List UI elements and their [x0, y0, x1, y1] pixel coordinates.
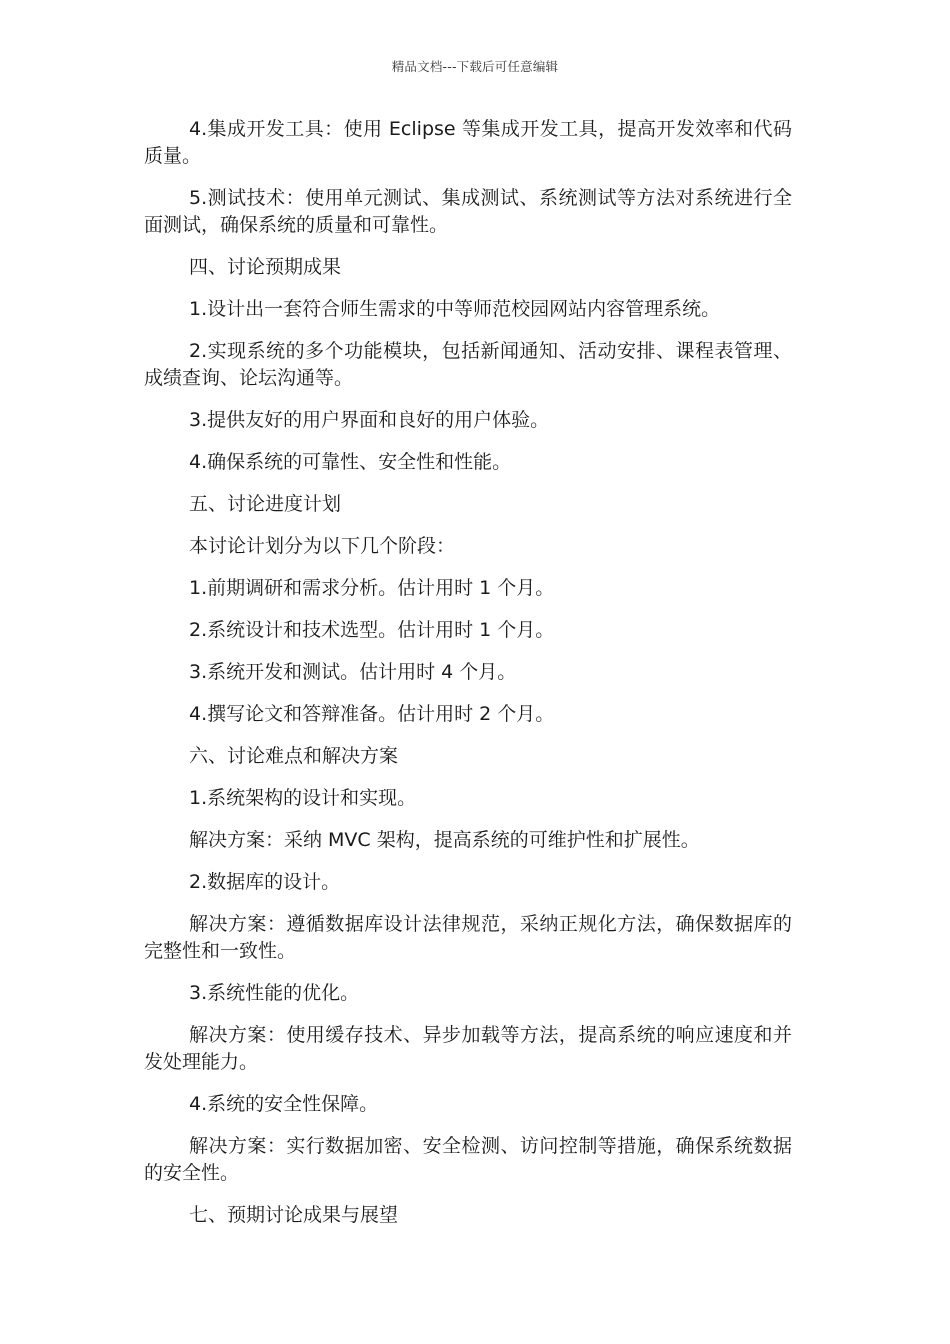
- section-heading-difficulties: 六、讨论难点和解决方案: [189, 745, 399, 767]
- list-item: 1.设计出一套符合师生需求的中等师范校园网站内容管理系统。: [189, 298, 721, 320]
- list-item: 1.系统架构的设计和实现。: [189, 787, 417, 809]
- document-body: [144, 116, 792, 1244]
- page-header: 精品文档---下载后可任意编辑: [391, 59, 559, 74]
- list-item: 4.系统的安全性保障。: [189, 1093, 379, 1115]
- list-item: 3.系统开发和测试。估计用时 4 个月。: [189, 661, 517, 683]
- list-item: 2.实现系统的多个功能模块，包括新闻通知、活动安排、课程表管理、成绩查询、论坛沟通等。: [144, 340, 792, 389]
- list-item: 4.撰写论文和答辩准备。估计用时 2 个月。: [189, 703, 555, 725]
- list-item: 3.系统性能的优化。: [189, 982, 360, 1004]
- list-item: 3.提供友好的用户界面和良好的用户体验。: [189, 409, 550, 431]
- list-item: 4.确保系统的可靠性、安全性和性能。: [189, 451, 512, 473]
- section-heading-outlook: 七、预期讨论成果与展望: [189, 1204, 399, 1226]
- list-item: 2.系统设计和技术选型。估计用时 1 个月。: [189, 619, 555, 641]
- section-heading-schedule: 五、讨论进度计划: [189, 493, 342, 515]
- solution-paragraph: 解决方案：遵循数据库设计法律规范，采纳正规化方法，确保数据库的完整性和一致性。: [144, 913, 792, 962]
- paragraph-testing: 5.测试技术：使用单元测试、集成测试、系统测试等方法对系统进行全面测试，确保系统的质量和可靠性。: [144, 187, 792, 236]
- section-heading-expected-results: 四、讨论预期成果: [189, 256, 342, 278]
- solution-paragraph: 解决方案：使用缓存技术、异步加载等方法，提高系统的响应速度和并发处理能力。: [144, 1024, 792, 1073]
- list-item: 1.前期调研和需求分析。估计用时 1 个月。: [189, 577, 555, 599]
- solution-paragraph: 解决方案：采纳 MVC 架构，提高系统的可维护性和扩展性。: [189, 829, 700, 851]
- schedule-intro: 本讨论计划分为以下几个阶段：: [189, 535, 456, 557]
- solution-paragraph: 解决方案：实行数据加密、安全检测、访问控制等措施，确保系统数据的安全性。: [144, 1135, 792, 1184]
- list-item: 2.数据库的设计。: [189, 871, 341, 893]
- paragraph-dev-tools: 4.集成开发工具：使用 Eclipse 等集成开发工具，提高开发效率和代码质量。: [144, 118, 792, 167]
